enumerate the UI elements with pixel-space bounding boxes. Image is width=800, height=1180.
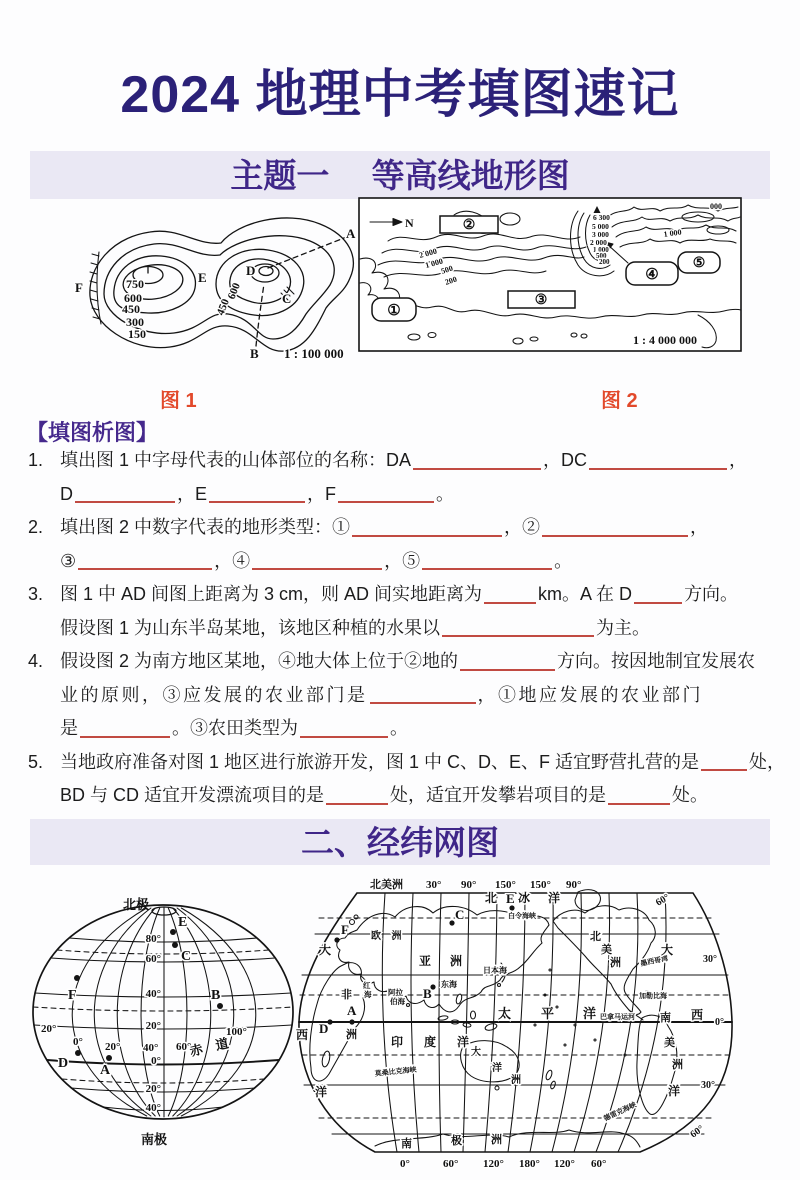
- indian-ocean-label: 印 度 洋: [391, 1035, 479, 1049]
- point-label-e: E: [198, 270, 207, 285]
- red-sea-label: 红: [363, 981, 371, 990]
- marker-2: ②: [462, 218, 476, 233]
- section-banner-topic2: 二、经纬网图: [30, 819, 770, 865]
- answer-blank: [78, 550, 212, 570]
- panama-canal-label: 巴拿马运河: [600, 1013, 635, 1021]
- question-text: 方向。: [684, 584, 739, 604]
- contour-map-figure-2: [358, 197, 742, 352]
- question-text: ，: [690, 517, 709, 537]
- question-text: BD 与 CD 适宜开发漂流项目的是: [60, 785, 325, 805]
- answer-blank: [75, 483, 175, 503]
- atlantic-label: 洋: [668, 1084, 681, 1098]
- south-america-label: 南: [660, 1012, 671, 1024]
- longitude-label: 120°: [483, 1158, 504, 1170]
- marker-5: ⑤: [692, 256, 706, 271]
- longitude-label: 100°: [226, 1026, 247, 1038]
- world-map-figure: [295, 875, 795, 1175]
- longitude-label: 30°: [426, 879, 442, 891]
- question-number: 2.: [28, 517, 44, 537]
- elevation-label: 750: [126, 277, 144, 291]
- europe-label: 欧 洲: [371, 931, 406, 942]
- latitude-label: 60°: [145, 953, 161, 965]
- answer-blank: [484, 584, 536, 604]
- question-number: 3.: [28, 584, 44, 604]
- answer-blank: [80, 718, 170, 738]
- question: [28, 444, 790, 511]
- elevation-label: 1 000: [663, 227, 683, 239]
- elevation-label: 600: [225, 281, 243, 302]
- figure1-labels: [75, 226, 356, 361]
- arctic-ocean-label: 洋: [548, 891, 561, 905]
- north-america-label: 洲: [610, 957, 621, 969]
- latitude-label: 20°: [145, 1083, 161, 1095]
- analysis-heading: 【填图析图】: [26, 420, 159, 445]
- question-text: D: [60, 483, 73, 504]
- question-number: 4.: [28, 651, 44, 671]
- question-text: ，E: [177, 483, 208, 504]
- latitude-label: 20°: [145, 1020, 161, 1032]
- east-sea-label: 东海: [441, 980, 457, 989]
- elevation-label: 600: [124, 291, 142, 305]
- answer-blank: [300, 718, 388, 738]
- elevation-label: 1 000: [424, 256, 444, 270]
- map-scale: 1 : 100 000: [284, 346, 344, 361]
- elevation-label: 1 000: [593, 246, 609, 254]
- gulf-of-mexico-label: 墨西哥湾: [639, 954, 669, 968]
- elevation-label: 500: [439, 263, 455, 276]
- answer-blank: [701, 751, 747, 771]
- question-text: 处。: [672, 785, 709, 805]
- latitude-label: 60°: [688, 1123, 707, 1141]
- question: [28, 645, 790, 746]
- peak-elevation: 6 300: [593, 213, 610, 222]
- longitude-label: 20°: [105, 1041, 121, 1053]
- question-text: 假设图 2 为南方地区某地，④地大体上位于②地的: [60, 651, 459, 671]
- question-text: ，②: [504, 517, 541, 537]
- africa-label: 洲: [346, 1029, 357, 1041]
- longitude-label: 150°: [530, 879, 551, 891]
- question-text: 假设图 1 为山东半岛某地，该地区种植的水果以: [60, 617, 441, 638]
- point-label-e: E: [178, 915, 188, 930]
- atlantic-label: 洋: [315, 1085, 328, 1099]
- question-text: 图 1 中 AD 间图上距离为 3 cm，则 AD 间实地距离为: [60, 584, 483, 604]
- japan-sea-label: 日本海: [483, 966, 507, 975]
- equator-label: 赤 道: [188, 1034, 235, 1059]
- red-sea-label: 海: [364, 990, 372, 999]
- questions: [28, 444, 790, 813]
- question-text: 方向。按因地制宜发展农: [557, 651, 756, 671]
- question-text: 填出图 2 中数字代表的地形类型：①: [60, 517, 351, 537]
- question-text: ，: [729, 450, 748, 470]
- bering-strait-label: 白令海峡: [508, 912, 536, 920]
- south-america-label: 洲: [672, 1059, 683, 1071]
- answer-blank: [608, 785, 670, 805]
- point-label-b: B: [423, 986, 432, 1001]
- longitude-label: 90°: [566, 879, 582, 891]
- elevation-label: 200: [599, 258, 610, 266]
- elevation-label: 500: [596, 252, 607, 260]
- latitude-label: 0°: [715, 1017, 724, 1028]
- latitude-label: 40°: [145, 988, 161, 1000]
- question-number: 5.: [28, 751, 44, 772]
- marker-4: ④: [645, 267, 659, 283]
- contour-map-figure-1: [58, 196, 360, 374]
- question-text: 。: [390, 718, 408, 738]
- point-label-f: F: [75, 280, 83, 295]
- answer-blank: [542, 517, 688, 537]
- antarctica-label: 南: [401, 1138, 412, 1150]
- figure1-caption: 图 1: [160, 390, 197, 412]
- page-title: 2024 地理中考填图速记: [120, 66, 680, 124]
- question-text: ，④: [214, 550, 251, 571]
- pacific-label: 太: [498, 1006, 512, 1021]
- question-text: 。: [554, 550, 573, 571]
- point-label-d: D: [58, 1056, 69, 1071]
- question-text: km。A 在 D: [538, 584, 633, 604]
- point-label-a: A: [100, 1063, 111, 1078]
- longitude-label: 40°: [143, 1042, 159, 1054]
- asia-label: 亚 洲: [419, 954, 471, 968]
- latitude-label: 60°: [654, 892, 672, 909]
- atlantic-label: 大: [319, 943, 332, 957]
- question-text: 。: [436, 483, 455, 504]
- latitude-label: 40°: [145, 1102, 161, 1114]
- answer-blank: [338, 483, 434, 503]
- globe-figure: [25, 895, 305, 1150]
- longitude-label: 60°: [443, 1158, 459, 1170]
- question-text: ，DC: [543, 450, 588, 470]
- question-text: 是: [60, 718, 78, 738]
- point-label-f: F: [341, 922, 349, 937]
- oceania-label: 大: [471, 1047, 481, 1058]
- answer-blank: [589, 450, 727, 470]
- north-america-label: 美: [601, 944, 612, 956]
- point-label-c: C: [282, 291, 292, 306]
- question-text: ，F: [307, 483, 337, 504]
- longitude-label: 120°: [554, 1158, 575, 1170]
- north-pole-label: 北极: [123, 897, 150, 912]
- point-label-d: D: [319, 1021, 329, 1036]
- question-text: 处，适宜开发攀岩项目的是: [390, 785, 607, 805]
- answer-blank: [252, 550, 382, 570]
- point-label-f: F: [68, 988, 77, 1003]
- globe-grid: [33, 905, 293, 1119]
- point-label-c: C: [455, 907, 465, 922]
- arabian-sea-label: 伯海: [390, 997, 405, 1006]
- longitude-label: 90°: [461, 879, 477, 891]
- antarctica-label: 极: [451, 1135, 462, 1147]
- caribbean-sea-label: 加勒比海: [639, 992, 667, 1000]
- arctic-ocean-label: 北: [485, 891, 498, 905]
- question: [28, 746, 790, 813]
- latitude-label: 30°: [701, 1080, 715, 1091]
- point-label-e: E: [506, 891, 515, 906]
- longitude-label: 60°: [591, 1158, 607, 1170]
- map-scale: 1 : 4 000 000: [633, 333, 697, 347]
- longitude-label: 0°: [73, 1036, 83, 1048]
- question-number: 1.: [28, 450, 44, 470]
- question-text: ，⑤: [384, 550, 421, 571]
- point-label-b: B: [211, 988, 221, 1003]
- antarctica-label: 洲: [491, 1134, 502, 1146]
- answer-blank: [352, 517, 502, 537]
- question-text: 填出图 1 中字母代表的山体部位的名称：DA: [60, 450, 412, 470]
- longitude-label: 0°: [400, 1158, 410, 1170]
- elevation-label: 3 000: [592, 230, 609, 239]
- point-label-a: A: [347, 1003, 357, 1018]
- drake-passage-label: 德雷克海峡: [602, 1100, 638, 1123]
- pacific-label: 洋: [583, 1006, 597, 1021]
- elevation-label: 300: [126, 315, 144, 329]
- question-text: 为主。: [596, 617, 651, 638]
- elevation-label: 5 000: [592, 222, 609, 231]
- afric-label: 非: [341, 989, 352, 1001]
- question-text: ③: [60, 550, 77, 571]
- question-text: 处，: [749, 751, 786, 772]
- elevation-label: 2 000: [590, 238, 607, 247]
- question-text: ，①地应发展的农业部门: [477, 684, 703, 705]
- answer-blank: [413, 450, 541, 470]
- answer-blank: [370, 684, 476, 704]
- longitude-label: 180°: [519, 1158, 540, 1170]
- atlantic-label: 西: [296, 1028, 309, 1042]
- point-label-c: C: [181, 949, 192, 964]
- atlantic-label: 西: [691, 1008, 704, 1022]
- north-america-label: 北: [590, 931, 601, 943]
- latitude-label: 30°: [703, 954, 717, 965]
- answer-blank: [442, 617, 594, 637]
- figure2-caption: 图 2: [601, 390, 638, 412]
- north-label: N: [405, 216, 414, 230]
- pacific-label: 平: [541, 1006, 555, 1021]
- mozambique-channel-label: 莫桑比克海峡: [374, 1065, 417, 1078]
- question: [28, 511, 790, 578]
- point-label-a: A: [346, 226, 356, 241]
- elevation-label: 200: [443, 274, 459, 287]
- south-america-label: 美: [664, 1037, 675, 1049]
- elevation-label: 000: [710, 202, 722, 211]
- longitude-label: 20°: [41, 1023, 57, 1035]
- arctic-ocean-label: 冰: [518, 891, 531, 905]
- question-text: 业的原则，③应发展的农业部门是: [60, 684, 368, 705]
- latitude-label: 0°: [151, 1055, 161, 1067]
- elevation-label: 450: [122, 302, 140, 316]
- top-left-label: 北美洲: [370, 879, 403, 891]
- answer-blank: [422, 550, 552, 570]
- oceania-label: 洲: [511, 1075, 521, 1086]
- point-label-b: B: [250, 346, 259, 361]
- longitude-label: 150°: [495, 879, 516, 891]
- point-label-d: D: [246, 263, 256, 278]
- atlantic-label: 大: [661, 943, 674, 957]
- south-pole-label: 南极: [141, 1132, 168, 1147]
- question-text: 。③农田类型为: [172, 718, 298, 738]
- elevation-label: 150: [128, 327, 146, 341]
- marker-3: ③: [534, 293, 548, 308]
- arabian-sea-label: 阿拉: [388, 988, 403, 997]
- oceania-label: 洋: [492, 1063, 502, 1074]
- marker-1: ①: [387, 303, 401, 319]
- section-banner-topic1: 主题一 等高线地形图: [30, 151, 770, 199]
- latitude-label: 80°: [145, 933, 161, 945]
- answer-blank: [634, 584, 682, 604]
- elevation-label: 2 000: [418, 246, 438, 260]
- answer-blank: [460, 651, 555, 671]
- question: [28, 578, 790, 645]
- longitude-label: 60°: [176, 1041, 192, 1053]
- answer-blank: [326, 785, 388, 805]
- answer-blank: [209, 483, 305, 503]
- question-text: 当地政府准备对图 1 地区进行旅游开发，图 1 中 C、D、E、F 适宜野营扎营的是: [60, 751, 700, 772]
- elevation-label: 450: [214, 297, 232, 318]
